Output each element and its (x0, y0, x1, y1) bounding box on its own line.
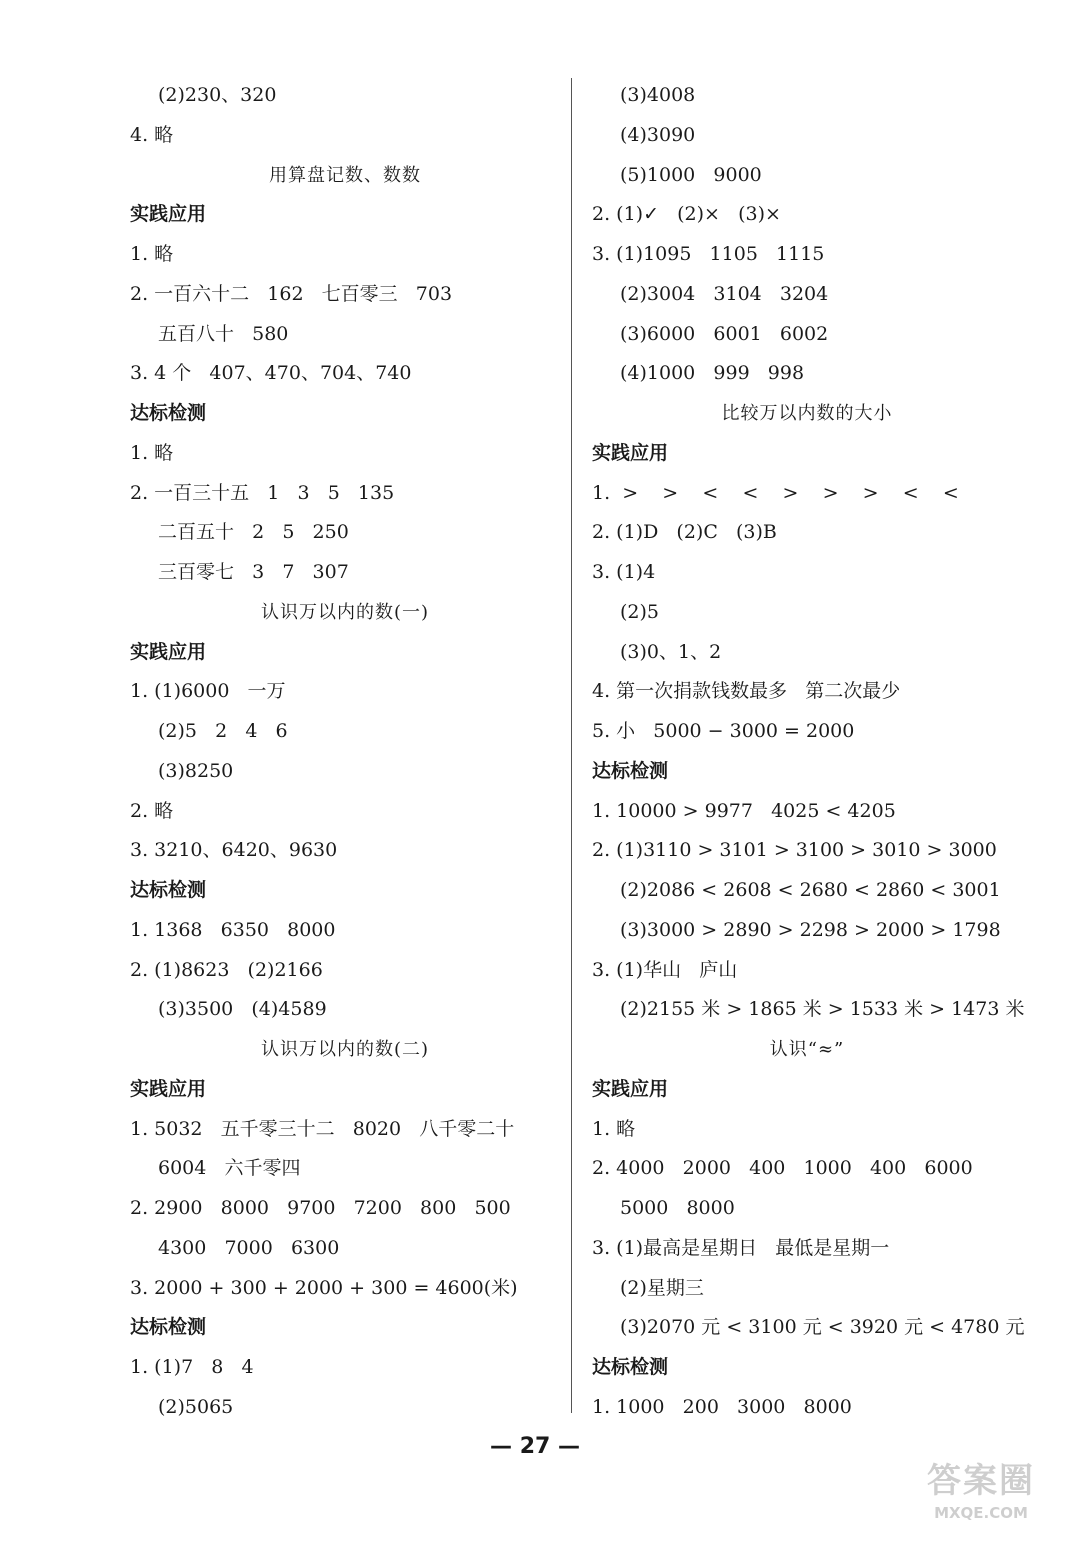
answer-line: 1. 略 (130, 243, 174, 265)
answer-line: 5. 小 5000 − 3000 = 2000 (592, 720, 855, 742)
answer-line: 3. (1)1095 1105 1115 (592, 243, 825, 265)
answer-subline: (2)2086 < 2608 < 2680 < 2860 < 3001 (620, 879, 1001, 901)
answer-line: 4. 第一次捐款钱数最多 第二次最少 (592, 680, 901, 703)
section-title: 达标检测 (130, 402, 207, 424)
answer-subline: (2)230、320 (158, 84, 277, 106)
answer-line: 1. 10000 > 9977 4025 < 4205 (592, 799, 896, 822)
left-column (130, 76, 560, 1428)
answer-subline: (3)3000 > 2890 > 2298 > 2000 > 1798 (620, 918, 1001, 941)
section-title: 实践应用 (130, 203, 207, 226)
answer-subline: 三百零七 3 7 307 (158, 561, 349, 583)
answer-subline: (2)5 (620, 600, 660, 623)
watermark-url: MXQE.COM (934, 1504, 1028, 1522)
page-number: — 27 — (490, 1434, 580, 1459)
answer-line: 3. (1)华山 庐山 (592, 958, 738, 981)
right-column (592, 76, 1025, 1428)
section-title: 达标检测 (130, 879, 207, 901)
answer-line: 3. 3210、6420、9630 (130, 839, 338, 862)
section-title: 实践应用 (130, 1077, 207, 1100)
lesson-heading: 认识万以内的数(一) (260, 601, 430, 623)
answer-line: 1. 略 (130, 441, 174, 464)
answer-subline: (2)5 2 4 6 (158, 720, 288, 742)
section-title: 达标检测 (592, 759, 669, 782)
answer-line: 2. (1)8623 (2)2166 (130, 958, 323, 981)
section-title: 达标检测 (592, 1356, 669, 1378)
answer-line: 1. (1)6000 一万 (130, 680, 286, 703)
answer-line: 2. 略 (130, 799, 174, 822)
column-divider (571, 78, 572, 1413)
answer-subline: (5)1000 9000 (620, 163, 762, 186)
answer-line: 3. (1)最高是星期日 最低是星期一 (592, 1236, 890, 1259)
answer-subline: (3)4008 (620, 84, 696, 106)
answer-line: 2. 一百三十五 1 3 5 135 (130, 481, 395, 504)
section-title: 达标检测 (130, 1316, 207, 1339)
section-title: 实践应用 (592, 441, 669, 464)
answer-line: 1. 5032 五千零三十二 8020 八千零二十 (130, 1117, 515, 1140)
answer-line: 1. 1368 6350 8000 (130, 918, 336, 941)
answer-subline: 五百八十 580 (158, 322, 289, 345)
lesson-heading: 认识“≈” (769, 1039, 845, 1060)
answer-subline: 二百五十 2 5 250 (158, 521, 349, 544)
answer-subline: (3)3500 (4)4589 (158, 998, 327, 1021)
answer-subline: 5000 8000 (620, 1197, 735, 1219)
answer-subline: (3)0、1、2 (620, 640, 722, 663)
answer-subline: (2)星期三 (620, 1276, 704, 1299)
answer-line: 3. 4 个 407、470、704、740 (130, 362, 412, 385)
answer-line: 3. 2000 + 300 + 2000 + 300 = 4600(米) (130, 1276, 518, 1299)
answer-subline: (2)5065 (158, 1395, 234, 1418)
answer-line: 2. (1)✓ (2)× (3)× (592, 203, 781, 226)
lesson-heading: 用算盘记数、数数 (269, 164, 421, 186)
section-title: 实践应用 (592, 1077, 669, 1100)
watermark (906, 1460, 1056, 1535)
answer-line: 2. (1)D (2)C (3)B (592, 521, 777, 544)
answer-line: 3. (1)4 (592, 561, 656, 583)
answer-subline: (3)2070 元 < 3100 元 < 3920 元 < 4780 元 (620, 1316, 1025, 1339)
answer-line: 1. 1000 200 3000 8000 (592, 1395, 852, 1418)
answer-subline: (3)8250 (158, 759, 234, 782)
answer-line: 2. (1)3110 > 3101 > 3100 > 3010 > 3000 (592, 839, 997, 862)
answer-subline: (3)6000 6001 6002 (620, 322, 829, 345)
answer-line: 1. > > < < > > > < < (592, 481, 959, 504)
answer-line: 2. 一百六十二 162 七百零三 703 (130, 282, 453, 305)
section-title: 实践应用 (130, 640, 207, 663)
lesson-heading: 认识万以内的数(二) (260, 1039, 430, 1060)
answer-subline: (2)2155 米 > 1865 米 > 1533 米 > 1473 米 (620, 998, 1025, 1021)
answer-subline: (2)3004 3104 3204 (620, 282, 829, 305)
answer-line: 1. 略 (592, 1117, 636, 1140)
answer-line: 1. (1)7 8 4 (130, 1356, 254, 1378)
answer-subline: 6004 六千零四 (158, 1157, 301, 1180)
watermark-logo: 答案圈 (927, 1461, 1035, 1501)
answer-line: 4. 略 (130, 123, 174, 146)
lesson-heading: 比较万以内数的大小 (721, 403, 893, 424)
answer-subline: 4300 7000 6300 (158, 1236, 340, 1259)
answer-line: 2. 2900 8000 9700 7200 800 500 (130, 1197, 511, 1219)
answer-subline: (4)3090 (620, 123, 696, 146)
answer-subline: (4)1000 999 998 (620, 362, 805, 385)
answer-line: 2. 4000 2000 400 1000 400 6000 (592, 1157, 973, 1180)
